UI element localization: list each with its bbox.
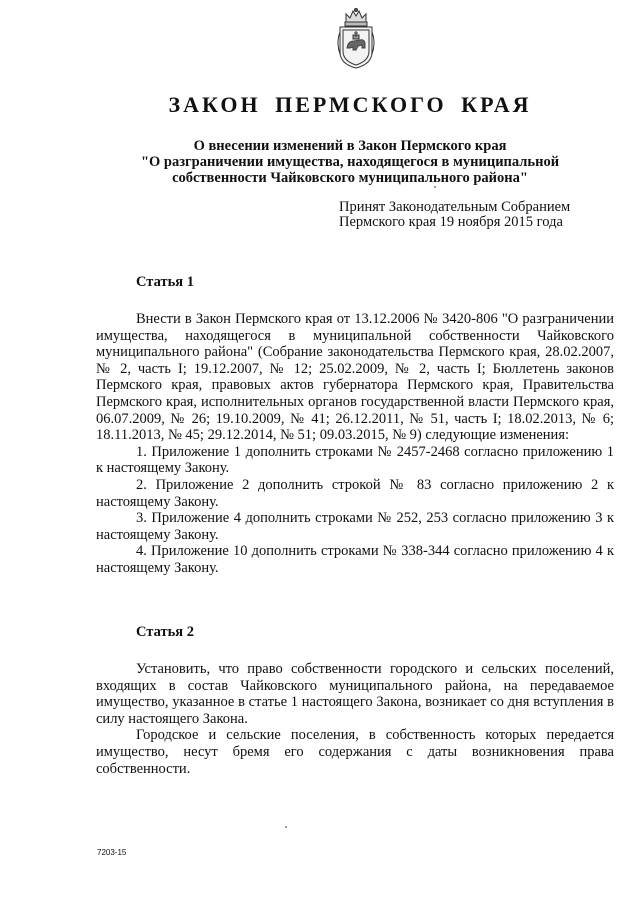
scan-speck — [285, 826, 287, 828]
coat-of-arms-icon — [334, 8, 378, 70]
article-1-heading: Статья 1 — [136, 274, 194, 290]
amendment-item: 2. Приложение 2 дополнить строкой № 83 согласно приложению 2 к настоящему Закону. — [96, 476, 614, 510]
adoption-line: Принят Законодательным Собранием — [339, 199, 571, 215]
article-2-paragraph: Установить, что право собственности городского и сельских поселений, входящих в состав Чайковского муниципального района, на передаваемое имущество, указанное в статье 1 настоящего Закона, возникает со дня вступления в силу настоящего Закона. — [96, 661, 614, 727]
document-code: 7203-15 — [97, 848, 127, 857]
article-1-intro: Внести в Закон Пермского края от 13.12.2006 № 3420-806 "О разграничении имущества, находящегося в муниципальной собственности Чайковского муниципального района" (Собрание законодательства Пермского края, 28.02.2007, № 2, часть I; 19.12.2007, № 12; 25.02.2009, № 2, часть I; Бюллетень законов Пермского края, правовых актов губернатора Пермского края, Правительства Пермского края, исполнительных органов государственной власти Пермского края, 06.07.2009, № 26; 19.10.2009, № 41; 26.12.2011, № 51, часть I; 18.02.2013, № 6; 18.11.2013, № 45; 29.12.2014, № 51; 09.03.2015, № 9) следующие изменения: — [96, 311, 614, 444]
adoption-line: Пермского края 19 ноября 2015 года — [339, 214, 563, 230]
article-2-paragraph: Городское и сельские поселения, в собственность которых передается имущество, несут бремя его содержания с даты возникновения права собственности. — [96, 727, 614, 777]
document-subtitle — [120, 138, 580, 186]
subtitle-line: "О разграничении имущества, находящегося в муниципальной — [140, 154, 560, 170]
article-1-body — [96, 311, 614, 577]
document-title: ЗАКОН ПЕРМСКОГО КРАЯ — [168, 92, 532, 117]
amendment-item: 3. Приложение 4 дополнить строками № 252, 253 согласно приложению 3 к настоящему Закону. — [96, 510, 614, 543]
amendment-item: 1. Приложение 1 дополнить строками № 2457-2468 согласно приложению 1 к настоящему Закону. — [96, 443, 614, 477]
article-2-heading: Статья 2 — [136, 624, 194, 640]
subtitle-line: О внесении изменений в Закон Пермского края — [193, 138, 507, 154]
scan-speck — [434, 186, 436, 188]
subtitle-line: собственности Чайковского муниципального района" — [172, 170, 528, 186]
article-2-body — [96, 661, 614, 777]
amendment-item: 4. Приложение 10 дополнить строками № 338-344 согласно приложению 4 к настоящему Закону. — [96, 543, 614, 576]
adoption-note — [339, 200, 599, 230]
